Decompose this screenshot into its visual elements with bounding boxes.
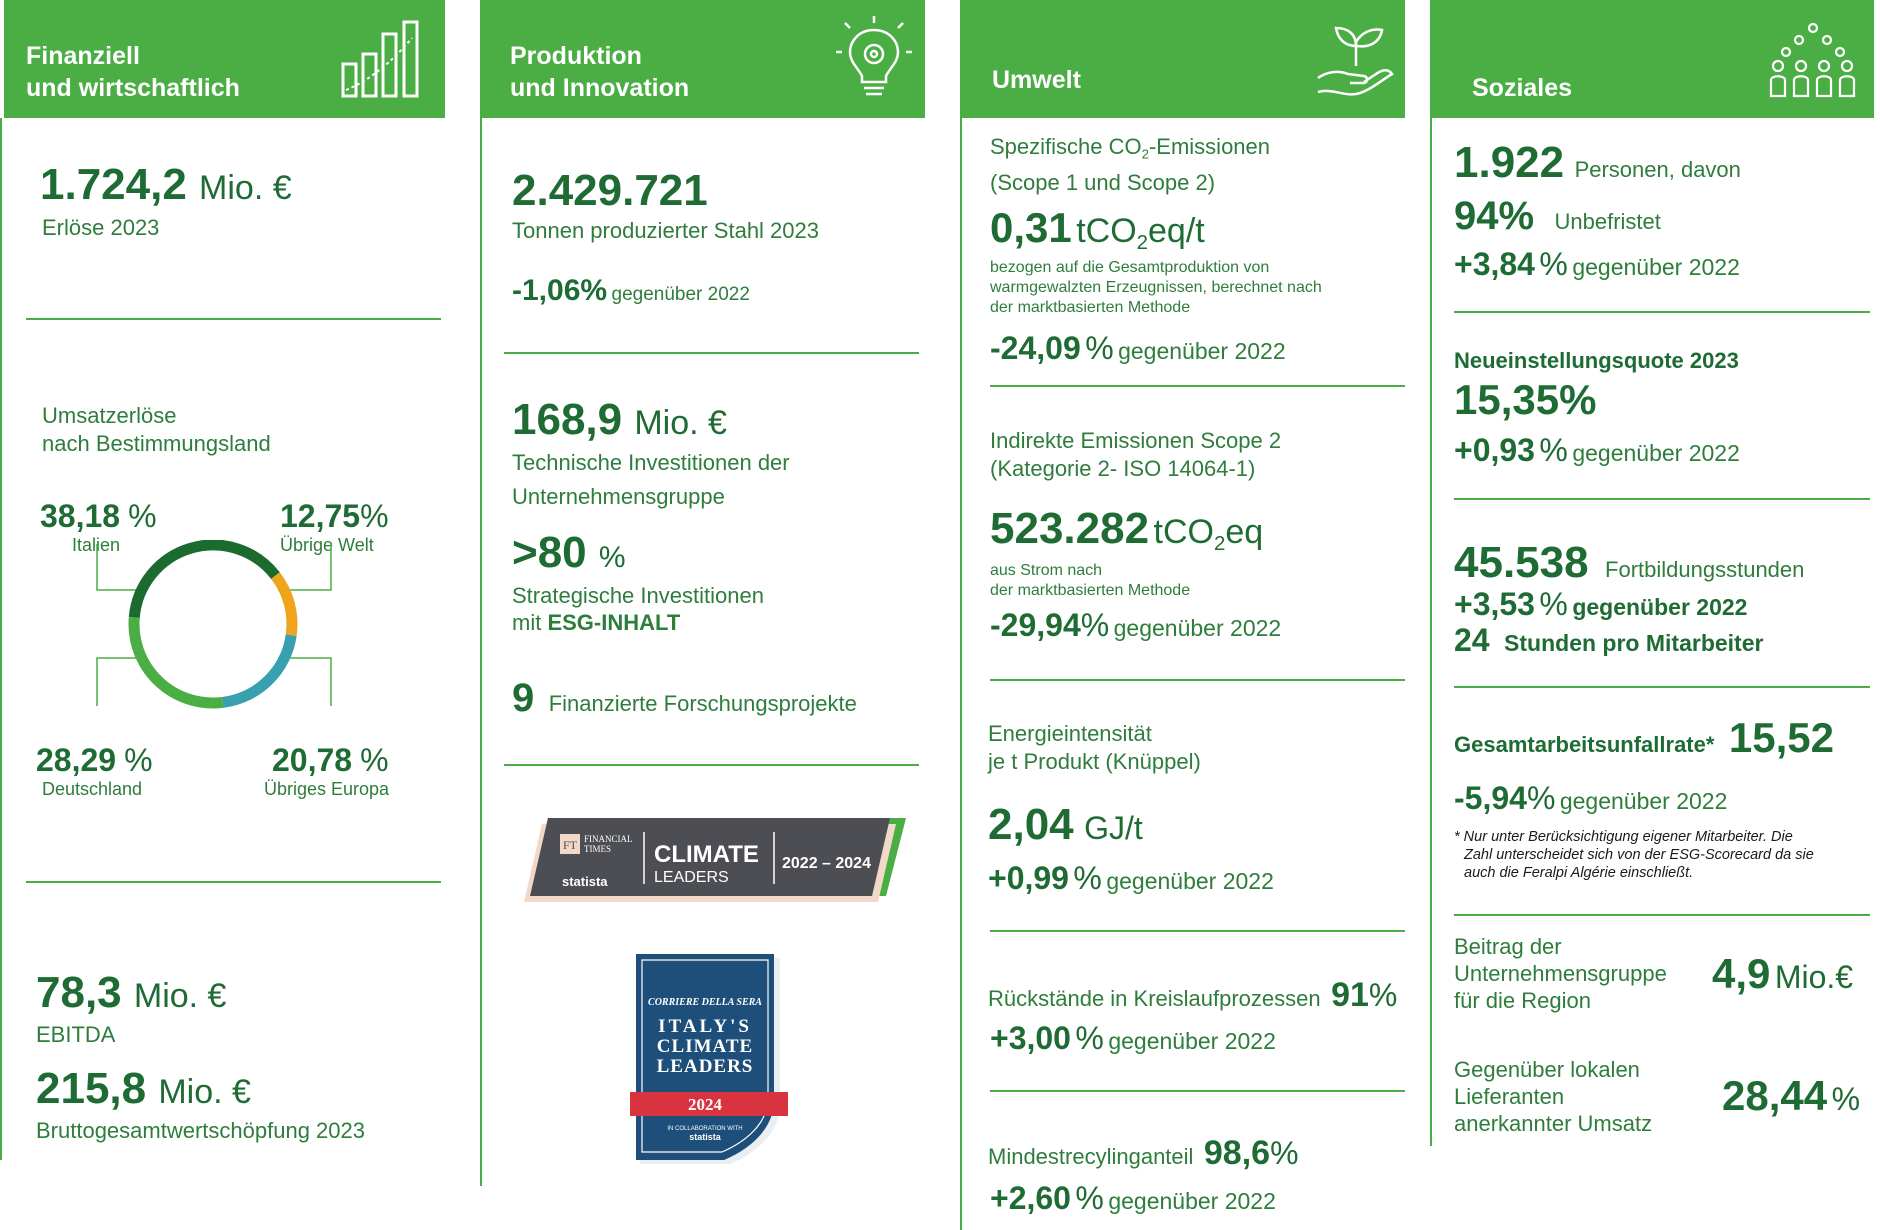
destination-title-line2: nach Bestimmungsland bbox=[42, 431, 271, 456]
residue-unit: % bbox=[1368, 977, 1398, 1013]
separator bbox=[990, 385, 1405, 387]
invest-number: 168,9 bbox=[512, 395, 623, 444]
donut-slice-italy bbox=[134, 545, 275, 617]
region-label-line1: Beitrag der bbox=[1454, 934, 1562, 959]
local-label-line1: Gegenüber lokalen bbox=[1454, 1057, 1640, 1082]
co2-change bbox=[990, 330, 1286, 367]
permanent-value: 94% bbox=[1454, 194, 1535, 238]
training-change-unit: % bbox=[1539, 586, 1568, 622]
local-value bbox=[1722, 1072, 1860, 1120]
recycling-change-value: +2,60 bbox=[990, 1180, 1071, 1216]
column-border bbox=[960, 118, 962, 1230]
donut-slice-germany bbox=[134, 617, 223, 703]
indirect-label-line2: (Kategorie 2- ISO 14064-1) bbox=[990, 456, 1256, 481]
statista-text: statista bbox=[689, 1132, 721, 1142]
donut-label-italy-value bbox=[40, 498, 157, 535]
region-label bbox=[1454, 933, 1667, 1014]
energy-change-unit: % bbox=[1073, 860, 1102, 896]
research-label: Finanzierte Forschungsprojekte bbox=[548, 691, 857, 716]
co2-change-unit: % bbox=[1085, 330, 1114, 366]
hours bbox=[1454, 622, 1763, 659]
recycling-change bbox=[990, 1180, 1276, 1217]
co2-label-text2: -Emissionen bbox=[1148, 134, 1271, 159]
esg-label-line2 bbox=[512, 609, 764, 636]
climate-text: CLIMATE bbox=[656, 1036, 754, 1057]
permanent-change-unit: % bbox=[1539, 246, 1568, 282]
recycling-unit: % bbox=[1270, 1135, 1299, 1171]
leaders-text: LEADERS bbox=[654, 869, 729, 886]
steel-change bbox=[512, 274, 750, 308]
column-production bbox=[480, 0, 925, 1230]
footnote-line1: * Nur unter Berücksichtigung eigener Mitarbeiter. Die bbox=[1454, 829, 1793, 845]
people-label: Personen, davon bbox=[1574, 157, 1741, 182]
invest-label bbox=[512, 446, 790, 514]
co2-unit-a: tCO bbox=[1076, 212, 1137, 250]
ebitda-value bbox=[36, 968, 226, 1018]
hours-label: Stunden pro Mitarbeiter bbox=[1504, 630, 1764, 656]
training-change bbox=[1454, 586, 1747, 623]
indirect-change-suffix: gegenüber 2022 bbox=[1113, 615, 1282, 641]
co2-label-line1 bbox=[990, 133, 1270, 169]
energy-change-suffix: gegenüber 2022 bbox=[1106, 868, 1274, 894]
plant-in-hand-icon bbox=[1316, 16, 1396, 100]
donut-label-germany: Deutschland bbox=[42, 779, 143, 799]
steel-change-suffix: gegenüber 2022 bbox=[611, 284, 750, 305]
footnote bbox=[1454, 828, 1814, 882]
region-label-line3: für die Region bbox=[1454, 988, 1591, 1013]
steel-change-value: -1,06% bbox=[512, 274, 608, 307]
ft-text-1: FINANCIAL bbox=[584, 834, 633, 844]
donut-label-italy: Italien bbox=[72, 535, 121, 555]
accident bbox=[1454, 714, 1834, 762]
revenue-number: 1.724,2 bbox=[40, 160, 187, 209]
region-unit: Mio.€ bbox=[1774, 959, 1854, 995]
indirect-note bbox=[990, 561, 1190, 601]
energy-label-line1: Energieintensität bbox=[988, 721, 1152, 746]
italys-text: ITALY'S bbox=[658, 1016, 752, 1037]
indirect-change-value: -29,94 bbox=[990, 607, 1081, 643]
indirect-unit-a: tCO bbox=[1153, 513, 1214, 551]
separator bbox=[1454, 914, 1870, 916]
steel-value: 2.429.721 bbox=[512, 166, 708, 215]
esg-unit: % bbox=[598, 541, 626, 574]
co2-note bbox=[990, 258, 1322, 318]
region-value bbox=[1712, 950, 1853, 998]
esg-label-bold: ESG-INHALT bbox=[547, 610, 681, 635]
esg-label-line1: Strategische Investitionen bbox=[512, 583, 764, 608]
indirect-label-line1: Indirekte Emissionen Scope 2 bbox=[990, 428, 1282, 453]
people bbox=[1454, 138, 1741, 188]
indirect-note-line1: aus Strom nach bbox=[990, 562, 1103, 579]
residue-change-value: +3,00 bbox=[990, 1020, 1071, 1056]
esg-number: >80 bbox=[512, 528, 587, 577]
permanent-change-value: +3,84 bbox=[1454, 246, 1535, 282]
residue-label: Rückstände in Kreislaufprozessen bbox=[988, 986, 1321, 1011]
indirect-change-unit: % bbox=[1080, 607, 1110, 643]
hire-label: Neueinstellungsquote 2023 bbox=[1454, 348, 1739, 373]
hire-change-suffix: gegenüber 2022 bbox=[1572, 440, 1740, 466]
separator bbox=[1454, 311, 1870, 313]
donut-value-number: 20,78 bbox=[272, 742, 353, 778]
hire-change bbox=[1454, 432, 1740, 469]
header-environment bbox=[960, 0, 1405, 118]
separator bbox=[1454, 498, 1870, 500]
destination-title bbox=[42, 402, 271, 458]
gva-number: 215,8 bbox=[36, 1064, 147, 1113]
header-production bbox=[480, 0, 925, 118]
lightbulb-gear-icon bbox=[836, 14, 912, 102]
hire-change-value: +0,93 bbox=[1454, 432, 1535, 468]
co2-note-line3: der marktbasierten Methode bbox=[990, 299, 1191, 316]
accident-change-value: -5,94 bbox=[1454, 780, 1527, 816]
recycling-label: Mindestrecylinganteil bbox=[988, 1144, 1194, 1169]
separator bbox=[990, 679, 1405, 681]
year-text: 2024 bbox=[688, 1095, 722, 1114]
local-number: 28,44 bbox=[1722, 1072, 1828, 1119]
gva-value bbox=[36, 1064, 251, 1114]
recycling bbox=[988, 1134, 1299, 1173]
people-value: 1.922 bbox=[1454, 138, 1565, 187]
gva-label: Bruttogesamtwertschöpfung 2023 bbox=[36, 1118, 365, 1143]
column-border bbox=[480, 118, 482, 1186]
donut-value-unit: % bbox=[360, 742, 389, 778]
column-border bbox=[0, 118, 2, 1160]
steel-label: Tonnen produzierter Stahl 2023 bbox=[512, 218, 819, 243]
indirect-note-line2: der marktbasierten Methode bbox=[990, 582, 1191, 599]
column-financial bbox=[0, 0, 445, 1230]
co2-label-sub: 2 bbox=[1141, 146, 1149, 162]
donut-value-number: 38,18 bbox=[40, 498, 121, 534]
recycling-value: 98,6 bbox=[1203, 1134, 1271, 1172]
co2-label bbox=[990, 133, 1270, 197]
co2-value bbox=[990, 204, 1205, 255]
revenue-unit: Mio. € bbox=[199, 169, 292, 207]
donut-value-unit: % bbox=[360, 498, 389, 534]
residue bbox=[988, 976, 1397, 1015]
research bbox=[512, 676, 857, 721]
permanent-change bbox=[1454, 246, 1740, 283]
co2-label-line2: (Scope 1 und Scope 2) bbox=[990, 169, 1216, 195]
header-title-line1: Produktion bbox=[510, 42, 642, 70]
recycling-change-unit: % bbox=[1075, 1180, 1104, 1216]
training-change-suffix: gegenüber 2022 bbox=[1572, 594, 1748, 620]
training-value: 45.538 bbox=[1454, 538, 1589, 587]
indirect-unit-b: eq bbox=[1225, 513, 1264, 551]
region-number: 4,9 bbox=[1712, 950, 1771, 997]
local-label-line2: Lieferanten bbox=[1454, 1084, 1565, 1109]
energy-unit: GJ/t bbox=[1084, 810, 1143, 846]
column-social bbox=[1430, 0, 1880, 1230]
separator bbox=[990, 1090, 1405, 1092]
permanent bbox=[1454, 194, 1661, 239]
energy-value bbox=[988, 800, 1143, 850]
energy-number: 2,04 bbox=[988, 800, 1074, 849]
research-value: 9 bbox=[512, 676, 535, 720]
co2-unit-b: eq/t bbox=[1148, 212, 1205, 250]
hire-value: 15,35% bbox=[1454, 376, 1597, 423]
header-title: Umwelt bbox=[992, 66, 1081, 94]
indirect-number: 523.282 bbox=[990, 504, 1150, 553]
residue-change-unit: % bbox=[1075, 1020, 1104, 1056]
ebitda-unit: Mio. € bbox=[133, 977, 227, 1015]
separator bbox=[990, 930, 1405, 932]
co2-label-text: Spezifische CO bbox=[990, 134, 1142, 159]
invest-label-line2: Unternehmensgruppe bbox=[512, 484, 725, 509]
header-title: Soziales bbox=[1472, 74, 1573, 102]
permanent-change-suffix: gegenüber 2022 bbox=[1572, 254, 1740, 280]
italys-climate-leaders-badge bbox=[630, 954, 790, 1168]
separator bbox=[26, 318, 441, 320]
esg-value bbox=[512, 528, 626, 578]
column-border bbox=[1430, 118, 1432, 1146]
ft-climate-leaders-badge bbox=[524, 814, 906, 910]
donut-label-europe: Übriges Europa bbox=[264, 779, 390, 799]
ebitda-number: 78,3 bbox=[36, 968, 122, 1017]
training-change-value: +3,53 bbox=[1454, 586, 1535, 622]
training-label: Fortbildungsstunden bbox=[1605, 557, 1805, 582]
energy-change bbox=[988, 860, 1274, 897]
header-title-line1: Finanziell bbox=[26, 42, 140, 70]
training bbox=[1454, 538, 1804, 588]
revenue-value bbox=[40, 160, 292, 210]
statista-text: statista bbox=[562, 874, 608, 889]
indirect-change bbox=[990, 607, 1281, 644]
accident-value: 15,52 bbox=[1728, 714, 1834, 761]
ft-text-2: TIMES bbox=[584, 844, 611, 854]
co2-unit-sub: 2 bbox=[1136, 232, 1148, 255]
donut-value-unit: % bbox=[128, 498, 157, 534]
co2-number: 0,31 bbox=[990, 204, 1072, 251]
destination-title-line1: Umsatzerlöse bbox=[42, 403, 177, 428]
local-label bbox=[1454, 1056, 1652, 1137]
accident-change bbox=[1454, 780, 1727, 817]
column-environment bbox=[960, 0, 1405, 1230]
climate-text: CLIMATE bbox=[654, 841, 759, 868]
energy-label bbox=[988, 720, 1201, 776]
esg-label-prefix: mit bbox=[512, 610, 548, 635]
separator bbox=[504, 764, 919, 766]
co2-change-value: -24,09 bbox=[990, 330, 1081, 366]
invest-label-line1: Technische Investitionen der bbox=[512, 450, 790, 475]
indirect-value bbox=[990, 504, 1263, 556]
header-financial bbox=[4, 0, 445, 118]
residue-change bbox=[990, 1020, 1276, 1057]
invest-value bbox=[512, 395, 727, 445]
footnote-line3: auch die Feralpi Algérie einschließt. bbox=[1464, 865, 1694, 881]
local-unit: % bbox=[1831, 1081, 1861, 1117]
indirect-label bbox=[990, 427, 1281, 483]
residue-value: 91 bbox=[1331, 976, 1369, 1014]
indirect-unit-sub: 2 bbox=[1213, 533, 1226, 556]
accident-change-suffix: gegenüber 2022 bbox=[1559, 788, 1728, 814]
hours-value: 24 bbox=[1454, 622, 1490, 658]
bar-chart-icon bbox=[340, 20, 424, 98]
donut-label-world: Übrige Welt bbox=[280, 535, 374, 555]
separator bbox=[26, 881, 441, 883]
revenue-label: Erlöse 2023 bbox=[42, 215, 160, 240]
header-title bbox=[510, 40, 689, 104]
donut-slice-world bbox=[275, 576, 292, 636]
co2-note-line2: warmgewalzten Erzeugnissen, berechnet nach bbox=[990, 279, 1322, 296]
ft-logo: FT bbox=[562, 838, 578, 852]
accident-label: Gesamtarbeitsunfallrate* bbox=[1454, 732, 1715, 757]
donut-value-unit: % bbox=[124, 742, 153, 778]
corriere-text: CORRIERE DELLA SERA bbox=[648, 997, 762, 1008]
header-social bbox=[1430, 0, 1874, 118]
header-title bbox=[26, 40, 240, 104]
leader-line-germany bbox=[97, 658, 144, 706]
residue-change-suffix: gegenüber 2022 bbox=[1108, 1028, 1276, 1054]
hire-change-unit: % bbox=[1539, 432, 1568, 468]
leaders-text: LEADERS bbox=[656, 1056, 754, 1077]
energy-change-value: +0,99 bbox=[988, 860, 1069, 896]
years-text: 2022 – 2024 bbox=[782, 855, 871, 872]
esg-label bbox=[512, 582, 764, 636]
header-title-line2: und wirtschaftlich bbox=[26, 74, 240, 102]
recycling-change-suffix: gegenüber 2022 bbox=[1108, 1188, 1276, 1214]
donut-label-world-value bbox=[280, 498, 389, 535]
donut-value-number: 28,29 bbox=[36, 742, 117, 778]
invest-unit: Mio. € bbox=[634, 404, 727, 442]
accident-change-unit: % bbox=[1526, 780, 1556, 816]
donut-value-number: 12,75 bbox=[280, 498, 361, 534]
gva-unit: Mio. € bbox=[158, 1073, 251, 1111]
people-group-icon bbox=[1766, 20, 1860, 100]
header-title-line2: und Innovation bbox=[510, 74, 690, 102]
local-label-line3: anerkannter Umsatz bbox=[1454, 1111, 1653, 1136]
co2-note-line1: bezogen auf die Gesamtproduktion von bbox=[990, 259, 1270, 276]
separator bbox=[504, 352, 919, 354]
leader-line-italy bbox=[97, 544, 144, 590]
ebitda-label: EBITDA bbox=[36, 1022, 116, 1047]
footnote-line2: Zahl unterscheidet sich von der ESG-Scorecard da sie bbox=[1464, 847, 1814, 863]
collab-text: IN COLLABORATION WITH bbox=[667, 1126, 743, 1132]
permanent-label: Unbefristet bbox=[1554, 209, 1661, 234]
donut-slice-europe bbox=[223, 635, 291, 702]
separator bbox=[1454, 686, 1870, 688]
region-label-line2: Unternehmensgruppe bbox=[1454, 961, 1667, 986]
energy-label-line2: je t Produkt (Knüppel) bbox=[988, 749, 1201, 774]
co2-change-suffix: gegenüber 2022 bbox=[1118, 338, 1286, 364]
donut-chart bbox=[80, 540, 420, 770]
